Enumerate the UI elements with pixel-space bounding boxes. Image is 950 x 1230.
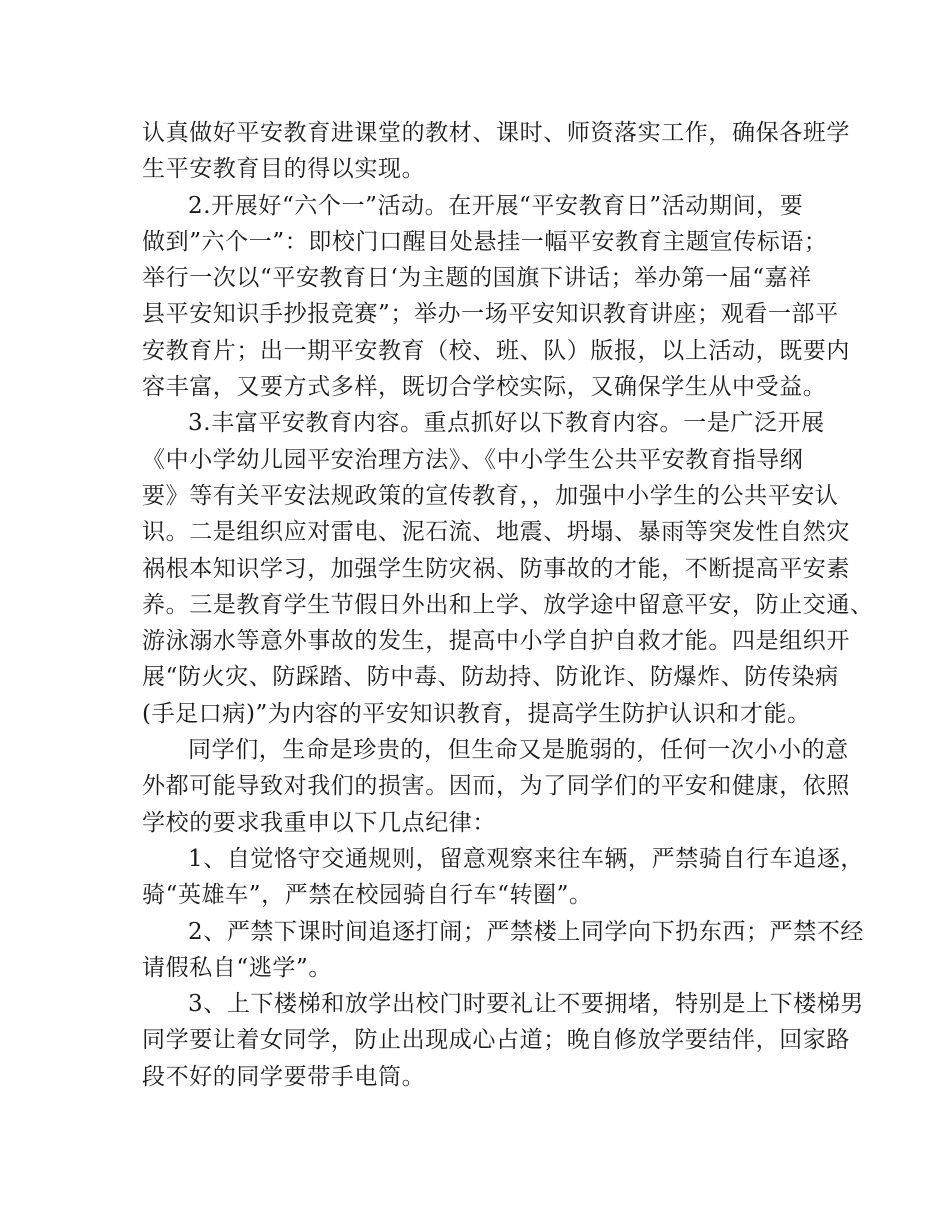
paragraph-first-line: 3.丰富平安教育内容。重点抓好以下教育内容。一是广泛开展 xyxy=(188,410,825,437)
text-line: 做到”六个一”：即校门口醒目处悬挂一幅平安教育主题宣传标语； xyxy=(142,228,828,255)
text-line: (手足口病)”为内容的平安知识教育，提高学生防护认识和才能。 xyxy=(142,700,811,727)
text-line: 生平安教育目的得以实现。 xyxy=(142,156,426,183)
text-line: 游泳溺水等意外事故的发生，提高中小学自护自救才能。四是组织开 xyxy=(142,628,850,655)
text-line: 学校的要求我重申以下几点纪律： xyxy=(142,809,496,836)
paragraph-first-line: 同学们，生命是珍贵的，但生命又是脆弱的，任何一次小小的意 xyxy=(188,737,849,764)
body-text xyxy=(142,115,874,1095)
text-line: 容丰富，又要方式多样，既切合学校实际，又确保学生从中受益。 xyxy=(142,374,827,401)
paragraph-first-line: 2、严禁下课时间追逐打闹；严禁楼上同学向下扔东西；严禁不经 xyxy=(188,918,865,945)
text-line: 祸根本知识学习，加强学生防灾祸、防事故的才能，不断提高平安素 xyxy=(142,555,850,582)
paragraph-first-line: 2.开展好“六个一”活动。在开展“平安教育日”活动期间，要 xyxy=(188,192,804,219)
text-line: 展“防火灾、防踩踏、防中毒、防劫持、防讹诈、防爆炸、防传染病 xyxy=(142,664,839,691)
paragraph-first-line: 1、自觉恪守交通规则，留意观察来往车辆，严禁骑自行车追逐， xyxy=(188,845,865,872)
paragraph-first-line: 3、上下楼梯和放学出校门时要礼让不要拥堵，特别是上下楼梯男 xyxy=(188,991,865,1018)
text-line: 安教育片；出一期平安教育（校、班、队）版报，以上活动，既要内 xyxy=(142,337,850,364)
text-line: 举行一次以“平安教育日‘为主题的国旗下讲话；举办第一届“嘉祥 xyxy=(142,265,812,292)
text-line: 识。二是组织应对雷电、泥石流、地震、坍塌、暴雨等突发性自然灾 xyxy=(142,519,850,546)
text-line: 县平安知识手抄报竞赛”；举办一场平安知识教育讲座；观看一部平 xyxy=(142,301,839,328)
text-line: 要》等有关平安法规政策的宣传教育，，加强中小学生的公共平安认 xyxy=(142,482,839,509)
text-line: 段不好的同学要带手电筒。 xyxy=(142,1063,426,1090)
text-line: 同学要让着女同学，防止出现成心占道；晚自修放学要结伴，回家路 xyxy=(142,1027,850,1054)
text-line: 请假私自“逃学”。 xyxy=(142,954,332,981)
text-line: 外都可能导致对我们的损害。因而，为了同学们的平安和健康，依照 xyxy=(142,773,850,800)
text-line: 养。三是教育学生节假日外出和上学、放学途中留意平安，防止交通、 xyxy=(142,591,874,618)
text-line: 骑“英雄车”，严禁在校园骑自行车“转圈”。 xyxy=(142,882,593,909)
text-line: 《中小学幼儿园平安治理方法》、《中小学生公共平安教育指导纲 xyxy=(142,446,804,473)
text-line: 认真做好平安教育进课堂的教材、课时、师资落实工作，确保各班学 xyxy=(142,120,850,146)
